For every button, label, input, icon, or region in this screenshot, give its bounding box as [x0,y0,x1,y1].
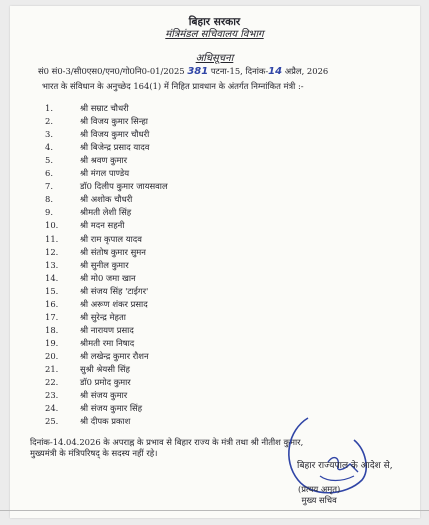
list-item-name: श्री अरूण शंकर प्रसाद [80,298,148,309]
department-title: मंत्रिमंडल सचिवालय विभाग [165,29,264,40]
list-item-number: 24. [45,403,59,414]
list-item-number: 20. [45,350,59,361]
list-item-name: श्री लखेन्द्र कुमार रौशन [80,350,149,361]
list-item-name: श्री संजय सिंह 'टाईगर' [80,285,149,296]
list-item-number: 3. [45,129,53,140]
reference-line [38,65,428,78]
list-item-number: 7. [45,181,53,192]
reference-number: सं0 सं0-3/सी0एस0/एन0/गो0नि0-01/2025 [38,66,185,76]
signatory-block [298,484,340,506]
list-item-number: 12. [45,246,59,257]
list-item-number: 15. [45,285,59,296]
list-item-name: श्रीमती लेशी सिंह [80,207,132,218]
list-item-number: 16. [45,298,59,309]
list-item-name: डॉ0 प्रमोद कुमार [80,377,131,388]
footer-line-2: मुख्यमंत्री के मंत्रिपरिषद् के सदस्य नहीं रहे। [30,448,158,458]
list-item-name: श्री नारायण प्रसाद [80,324,134,335]
list-item-name: श्री सुरेन्द्र मेहता [80,311,126,322]
list-item-number: 22. [45,377,59,388]
list-item-name: श्री संतोष कुमार सुमन [80,246,146,257]
list-item-name: श्री मंगल पाण्डेय [80,168,130,179]
list-item-number: 23. [45,390,59,401]
list-item-number: 4. [45,142,53,153]
handwritten-serial: 381 [187,66,209,77]
list-item-number: 18. [45,324,59,335]
government-title: बिहार सरकार [188,16,241,28]
footer-line-1: दिनांक-14.04.2026 के अपराह्न के प्रभाव से बिहार राज्य के मंत्री तथा श्री नीतीश कुमार, [30,437,304,447]
list-item-name: श्री संजय कुमार [80,390,128,401]
list-item-name: सुश्री श्रेयसी सिंह [80,364,130,374]
list-item-number: 14. [45,272,59,283]
list-item-name: श्री श्रवण कुमार [80,155,128,166]
list-item-name: श्री मदन सहनी [80,220,125,231]
list-item-number: 13. [45,259,59,270]
signatory-title: मुख्य सचिव [301,495,337,505]
list-item-name: श्री सुनील कुमार [80,259,129,270]
order-line: बिहार राज्यपाल के आदेश से, [297,461,393,471]
reference-month-year: अप्रैल, 2026 [284,66,329,76]
list-item-number: 11. [45,233,59,244]
handwritten-date: 14 [268,66,283,77]
list-item-name: श्री सम्राट चौधरी [80,103,129,113]
list-item-name: श्रीमती रमा निषाद [80,337,135,348]
list-item-name: श्री बिजेन्द्र प्रसाद यादव [80,142,150,153]
list-item-number: 9. [45,207,53,218]
list-item-name: श्री विजय कुमार सिन्हा [80,116,148,127]
list-item-name: श्री दीपक प्रकाश [80,416,131,427]
list-item-name: श्री राम कृपाल यादव [80,233,142,244]
reference-place: पटना-15, दिनांक- [210,66,269,76]
signatory-name: (प्रत्यय अमृत) [298,484,341,494]
list-item-number: 25. [45,416,59,427]
list-item-number: 5. [45,155,53,166]
list-item-number: 19. [45,337,59,348]
list-item-number: 6. [45,168,53,179]
list-item-number: 1. [45,103,53,113]
list-item-number: 8. [45,194,53,205]
list-item-name: श्री अशोक चौधरी [80,194,133,205]
page-edge-divider [0,510,429,511]
list-item-number: 2. [45,116,53,127]
intro-text: भारत के संविधान के अनुच्छेद 164(1) में निहित प्रावधान के अंतर्गत निम्नांकित मंत्री :- [42,81,304,91]
list-item-number: 21. [45,364,59,374]
notice-title: अधिसूचना [195,53,234,64]
list-item-name: श्री संजय कुमार सिंह [80,403,143,414]
list-item-number: 17. [45,311,59,322]
list-item-number: 10. [45,220,59,231]
list-item-name: श्री विजय कुमार चौधरी [80,129,150,140]
list-item-name: डॉ0 दिलीप कुमार जायसवाल [80,181,168,192]
list-item-name: श्री मो0 जमा खान [80,272,136,283]
